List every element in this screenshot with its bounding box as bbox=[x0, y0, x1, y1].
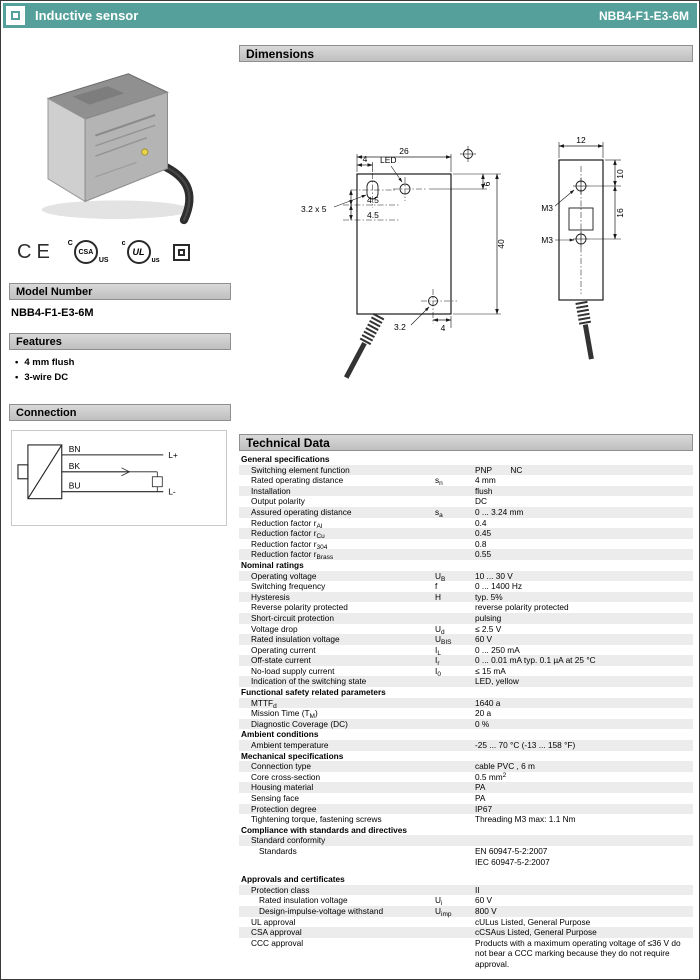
dim-label-16: 16 bbox=[615, 208, 625, 218]
spec-row bbox=[239, 496, 693, 507]
spec-label: Assured operating distance bbox=[251, 506, 352, 517]
spec-row bbox=[239, 539, 693, 550]
spec-row bbox=[239, 793, 693, 804]
spec-row bbox=[239, 698, 693, 709]
spec-section-header: Mechanical specifications bbox=[241, 750, 344, 761]
spec-symbol: $s_n$ bbox=[435, 475, 443, 488]
load-symbol bbox=[152, 477, 162, 487]
spec-row bbox=[239, 592, 693, 603]
spec-label: Off-state current bbox=[251, 655, 311, 666]
connection-diagram bbox=[11, 430, 227, 526]
spec-value: 0 ... 0.01 mA typ. 0.1 µA at 25 °C bbox=[475, 655, 596, 666]
sensing-face-symbol bbox=[18, 465, 28, 479]
wire-label-bk: BK bbox=[68, 460, 80, 471]
spec-row bbox=[239, 645, 693, 656]
led-label: LED bbox=[380, 155, 397, 165]
spec-label: Voltage drop bbox=[251, 623, 298, 634]
m3-label-top: M3 bbox=[541, 203, 553, 213]
spec-value: EN 60947-5-2:2007 IEC 60947-5-2:2007 bbox=[475, 845, 550, 867]
spec-value: LED, yellow bbox=[475, 676, 519, 687]
terminal-label-lplus: L+ bbox=[168, 449, 178, 460]
spec-value: 20 a bbox=[475, 708, 492, 719]
spec-row bbox=[239, 581, 693, 592]
spec-label: $MTTF_d$ bbox=[251, 697, 277, 710]
model-number-section-header: Model Number bbox=[9, 283, 231, 300]
dim-label-26: 26 bbox=[399, 146, 409, 156]
spec-section-header: Approvals and certificates bbox=[241, 874, 345, 885]
dim-label-10: 10 bbox=[615, 169, 625, 179]
spec-row bbox=[239, 835, 693, 846]
spec-label: Rated insulation voltage bbox=[251, 634, 340, 645]
terminal-label-lminus: L- bbox=[168, 486, 176, 497]
dim-label-32: 3.2 bbox=[394, 322, 406, 332]
spec-label: Switching element function bbox=[251, 464, 350, 475]
spec-value: DC bbox=[475, 496, 487, 507]
spec-row bbox=[239, 676, 693, 687]
spec-symbol: $U_B$ bbox=[435, 570, 446, 583]
page-title: Inductive sensor bbox=[35, 8, 139, 23]
spec-symbol: $I_r$ bbox=[435, 655, 440, 668]
spec-label: Output polarity bbox=[251, 496, 305, 507]
dim-label-4-bottom: 4 bbox=[440, 323, 446, 333]
dimension-drawing-svg bbox=[239, 62, 693, 434]
wire-label-bn: BN bbox=[68, 443, 81, 454]
ul-circle: UL bbox=[127, 240, 151, 264]
led-indicator bbox=[142, 149, 148, 155]
ul-us-label: us bbox=[151, 257, 160, 264]
spec-symbol: $U_{BIS}$ bbox=[435, 634, 452, 647]
spec-value: 60 V bbox=[475, 634, 493, 645]
spec-label: Switching frequency bbox=[251, 581, 326, 592]
spec-label: UL approval bbox=[251, 916, 296, 927]
spec-label: Rated operating distance bbox=[251, 475, 344, 486]
spec-label: No-load supply current bbox=[251, 665, 335, 676]
slot-dim-label: 3.2 x 5 bbox=[301, 204, 327, 214]
spec-row bbox=[239, 613, 693, 624]
spec-row bbox=[239, 475, 693, 486]
left-column bbox=[9, 45, 231, 526]
product-photo-illustration bbox=[13, 47, 219, 232]
spec-label: Mission Time $(T_M)$ bbox=[251, 708, 318, 721]
spec-value: ≤ 15 mA bbox=[475, 665, 506, 676]
spec-label: Reduction factor $r_{Al}$ bbox=[251, 517, 323, 530]
spec-row bbox=[239, 885, 693, 896]
spec-value: IP67 bbox=[475, 803, 493, 814]
spec-value: 0.45 bbox=[475, 528, 492, 539]
spec-value: Threading M3 max: 1.1 Nm bbox=[475, 814, 576, 825]
spec-label: Installation bbox=[251, 485, 291, 496]
spec-section-header: Nominal ratings bbox=[241, 559, 304, 570]
product-photo bbox=[13, 47, 219, 229]
dim-label-45b: 4.5 bbox=[367, 210, 379, 220]
spec-label: Indication of the switching state bbox=[251, 676, 367, 687]
spec-label: Protection class bbox=[251, 884, 310, 895]
front-view bbox=[301, 146, 506, 380]
spec-value: II bbox=[475, 884, 480, 895]
connection-section-header: Connection bbox=[9, 404, 231, 421]
ul-mark bbox=[122, 240, 160, 264]
spec-label: Tightening torque, fastening screws bbox=[251, 814, 382, 825]
spec-label: Reduction factor $r_{304}$ bbox=[251, 538, 328, 551]
certification-marks bbox=[17, 235, 231, 269]
spec-row bbox=[239, 782, 693, 793]
spec-symbol: $U_i$ bbox=[435, 895, 443, 908]
spec-row bbox=[239, 666, 693, 677]
dim-label-40: 40 bbox=[496, 239, 506, 249]
spec-label: Standards bbox=[259, 845, 297, 856]
spec-value: 0.8 bbox=[475, 538, 487, 549]
cable-front bbox=[341, 314, 384, 381]
spec-row bbox=[239, 602, 693, 613]
spec-value: PNP NC bbox=[475, 464, 523, 475]
spec-label: Design-impulse-voltage withstand bbox=[259, 905, 384, 916]
ce-mark: CE bbox=[17, 240, 55, 263]
spec-label: Ambient temperature bbox=[251, 740, 329, 751]
spec-label: Operating voltage bbox=[251, 570, 317, 581]
csa-us-label: US bbox=[98, 257, 109, 264]
dim-label-12: 12 bbox=[576, 135, 586, 145]
spec-value: 4 mm bbox=[475, 475, 496, 486]
spec-label: Diagnostic Coverage (DC) bbox=[251, 718, 348, 729]
spec-label: Reduction factor $r_{Cu}$ bbox=[251, 528, 325, 541]
spec-symbol: $U_{imp}$ bbox=[435, 905, 452, 918]
features-section-header: Features bbox=[9, 333, 231, 350]
header-model-number: NBB4-F1-E3-6M bbox=[598, 8, 689, 23]
spec-row bbox=[239, 906, 693, 917]
spec-value: ≤ 2.5 V bbox=[475, 623, 502, 634]
spec-row bbox=[239, 927, 693, 938]
protection-class-ii-inner bbox=[178, 249, 185, 256]
header-bar bbox=[3, 3, 697, 28]
spec-label: Connection type bbox=[251, 761, 311, 772]
section-gap bbox=[239, 867, 693, 874]
feature-item: • 3-wire DC bbox=[15, 372, 231, 383]
spec-row bbox=[239, 938, 693, 970]
spec-row bbox=[239, 655, 693, 666]
spec-row bbox=[239, 624, 693, 635]
spec-value: 0 ... 250 mA bbox=[475, 644, 520, 655]
spec-row bbox=[239, 814, 693, 825]
spec-label: Operating current bbox=[251, 644, 316, 655]
spec-label: Hysteresis bbox=[251, 591, 290, 602]
csa-c-label: C bbox=[67, 240, 73, 247]
spec-value: PA bbox=[475, 793, 486, 803]
brand-logo-icon bbox=[6, 6, 25, 25]
spec-value: 0 % bbox=[475, 718, 490, 729]
cable-side bbox=[576, 302, 598, 360]
dimensions-section-header: Dimensions bbox=[239, 45, 693, 62]
spec-row bbox=[239, 634, 693, 645]
dim-label-45a: 4.5 bbox=[367, 195, 379, 205]
spec-value: PA bbox=[475, 782, 486, 793]
dimensions-drawing bbox=[239, 62, 693, 434]
spec-value: 0.55 bbox=[475, 549, 492, 560]
technical-data-table bbox=[239, 454, 693, 970]
spec-label: Reverse polarity protected bbox=[251, 602, 348, 613]
spec-row bbox=[239, 549, 693, 560]
spec-row bbox=[239, 846, 693, 867]
spec-row bbox=[239, 804, 693, 815]
brand-logo-inner bbox=[11, 11, 20, 20]
protection-class-ii-icon bbox=[173, 244, 190, 261]
features-list bbox=[9, 350, 231, 396]
position-target-icon bbox=[460, 146, 476, 162]
spec-value: 800 V bbox=[475, 905, 497, 916]
csa-mark bbox=[68, 240, 109, 264]
feature-item: • 4 mm flush bbox=[15, 357, 231, 368]
model-number-value: NBB4-F1-E3-6M bbox=[11, 307, 94, 319]
ul-c-label: c bbox=[121, 240, 126, 247]
spec-symbol: H bbox=[435, 591, 441, 602]
spec-value: 0.4 bbox=[475, 517, 487, 528]
spec-symbol: $I_0$ bbox=[435, 665, 441, 678]
spec-section-header: Functional safety related parameters bbox=[241, 687, 386, 698]
spec-label: CSA approval bbox=[251, 927, 302, 938]
spec-row bbox=[239, 772, 693, 783]
spec-row bbox=[239, 518, 693, 529]
spec-label: Sensing face bbox=[251, 793, 299, 803]
spec-symbol: $U_d$ bbox=[435, 623, 445, 636]
spec-row bbox=[239, 486, 693, 497]
spec-label: Core cross-section bbox=[251, 771, 321, 782]
spec-section-header: Ambient conditions bbox=[241, 729, 319, 740]
spec-symbol: $s_a$ bbox=[435, 506, 443, 519]
spec-value: pulsing bbox=[475, 612, 502, 623]
spec-label: Short-circuit protection bbox=[251, 612, 335, 623]
spec-row bbox=[239, 761, 693, 772]
spec-value: cable PVC , 6 m bbox=[475, 761, 535, 772]
spec-value: 10 ... 30 V bbox=[475, 570, 513, 581]
side-view bbox=[541, 135, 625, 360]
spec-row bbox=[239, 528, 693, 539]
spec-value: reverse polarity protected bbox=[475, 602, 569, 613]
spec-row bbox=[239, 571, 693, 582]
spec-value: flush bbox=[475, 485, 493, 496]
spec-symbol: $I_L$ bbox=[435, 644, 441, 657]
connection-diagram-svg bbox=[12, 431, 226, 523]
spec-section-header: General specifications bbox=[241, 454, 330, 464]
spec-section-header: Compliance with standards and directives bbox=[241, 824, 407, 835]
spec-label: Housing material bbox=[251, 782, 314, 793]
spec-row bbox=[239, 507, 693, 518]
spec-label: Reduction factor $r_{Brass}$ bbox=[251, 549, 334, 562]
spec-row bbox=[239, 917, 693, 928]
spec-value: cULus Listed, General Purpose bbox=[475, 916, 591, 927]
spec-value: 60 V bbox=[475, 895, 493, 906]
spec-label: Standard conformity bbox=[251, 835, 326, 846]
dim-label-4-top: 4 bbox=[362, 154, 368, 164]
spec-value: 0 ... 1400 Hz bbox=[475, 581, 523, 592]
spec-value: 1640 a bbox=[475, 697, 501, 708]
spec-value: Products with a maximum operating voltage of ≤36 V do not bear a CCC marking because they do not require approval. bbox=[475, 937, 683, 969]
spec-label: CCC approval bbox=[251, 937, 304, 948]
spec-value: 0 ... 3.24 mm bbox=[475, 506, 524, 517]
spec-value: -25 ... 70 °C (-13 ... 158 °F) bbox=[475, 740, 576, 751]
spec-row bbox=[239, 895, 693, 906]
spec-label: Rated insulation voltage bbox=[259, 895, 348, 906]
technical-data-section-header: Technical Data bbox=[239, 434, 693, 451]
spec-value: typ. 5% bbox=[475, 591, 503, 602]
csa-circle: CSA bbox=[74, 240, 98, 264]
spec-row bbox=[239, 708, 693, 719]
right-column bbox=[239, 45, 693, 970]
spec-label: Protection degree bbox=[251, 803, 317, 814]
spec-row bbox=[239, 465, 693, 476]
spec-row bbox=[239, 740, 693, 751]
spec-value: cCSAus Listed, General Purpose bbox=[475, 927, 597, 938]
wire-label-bu: BU bbox=[68, 480, 81, 491]
spec-symbol: f bbox=[435, 581, 438, 592]
dim-label-6: 6 bbox=[482, 181, 492, 187]
spec-value: 0.5 $mm^2$ bbox=[475, 771, 507, 782]
m3-label-bottom: M3 bbox=[541, 235, 553, 245]
spec-row bbox=[239, 719, 693, 730]
